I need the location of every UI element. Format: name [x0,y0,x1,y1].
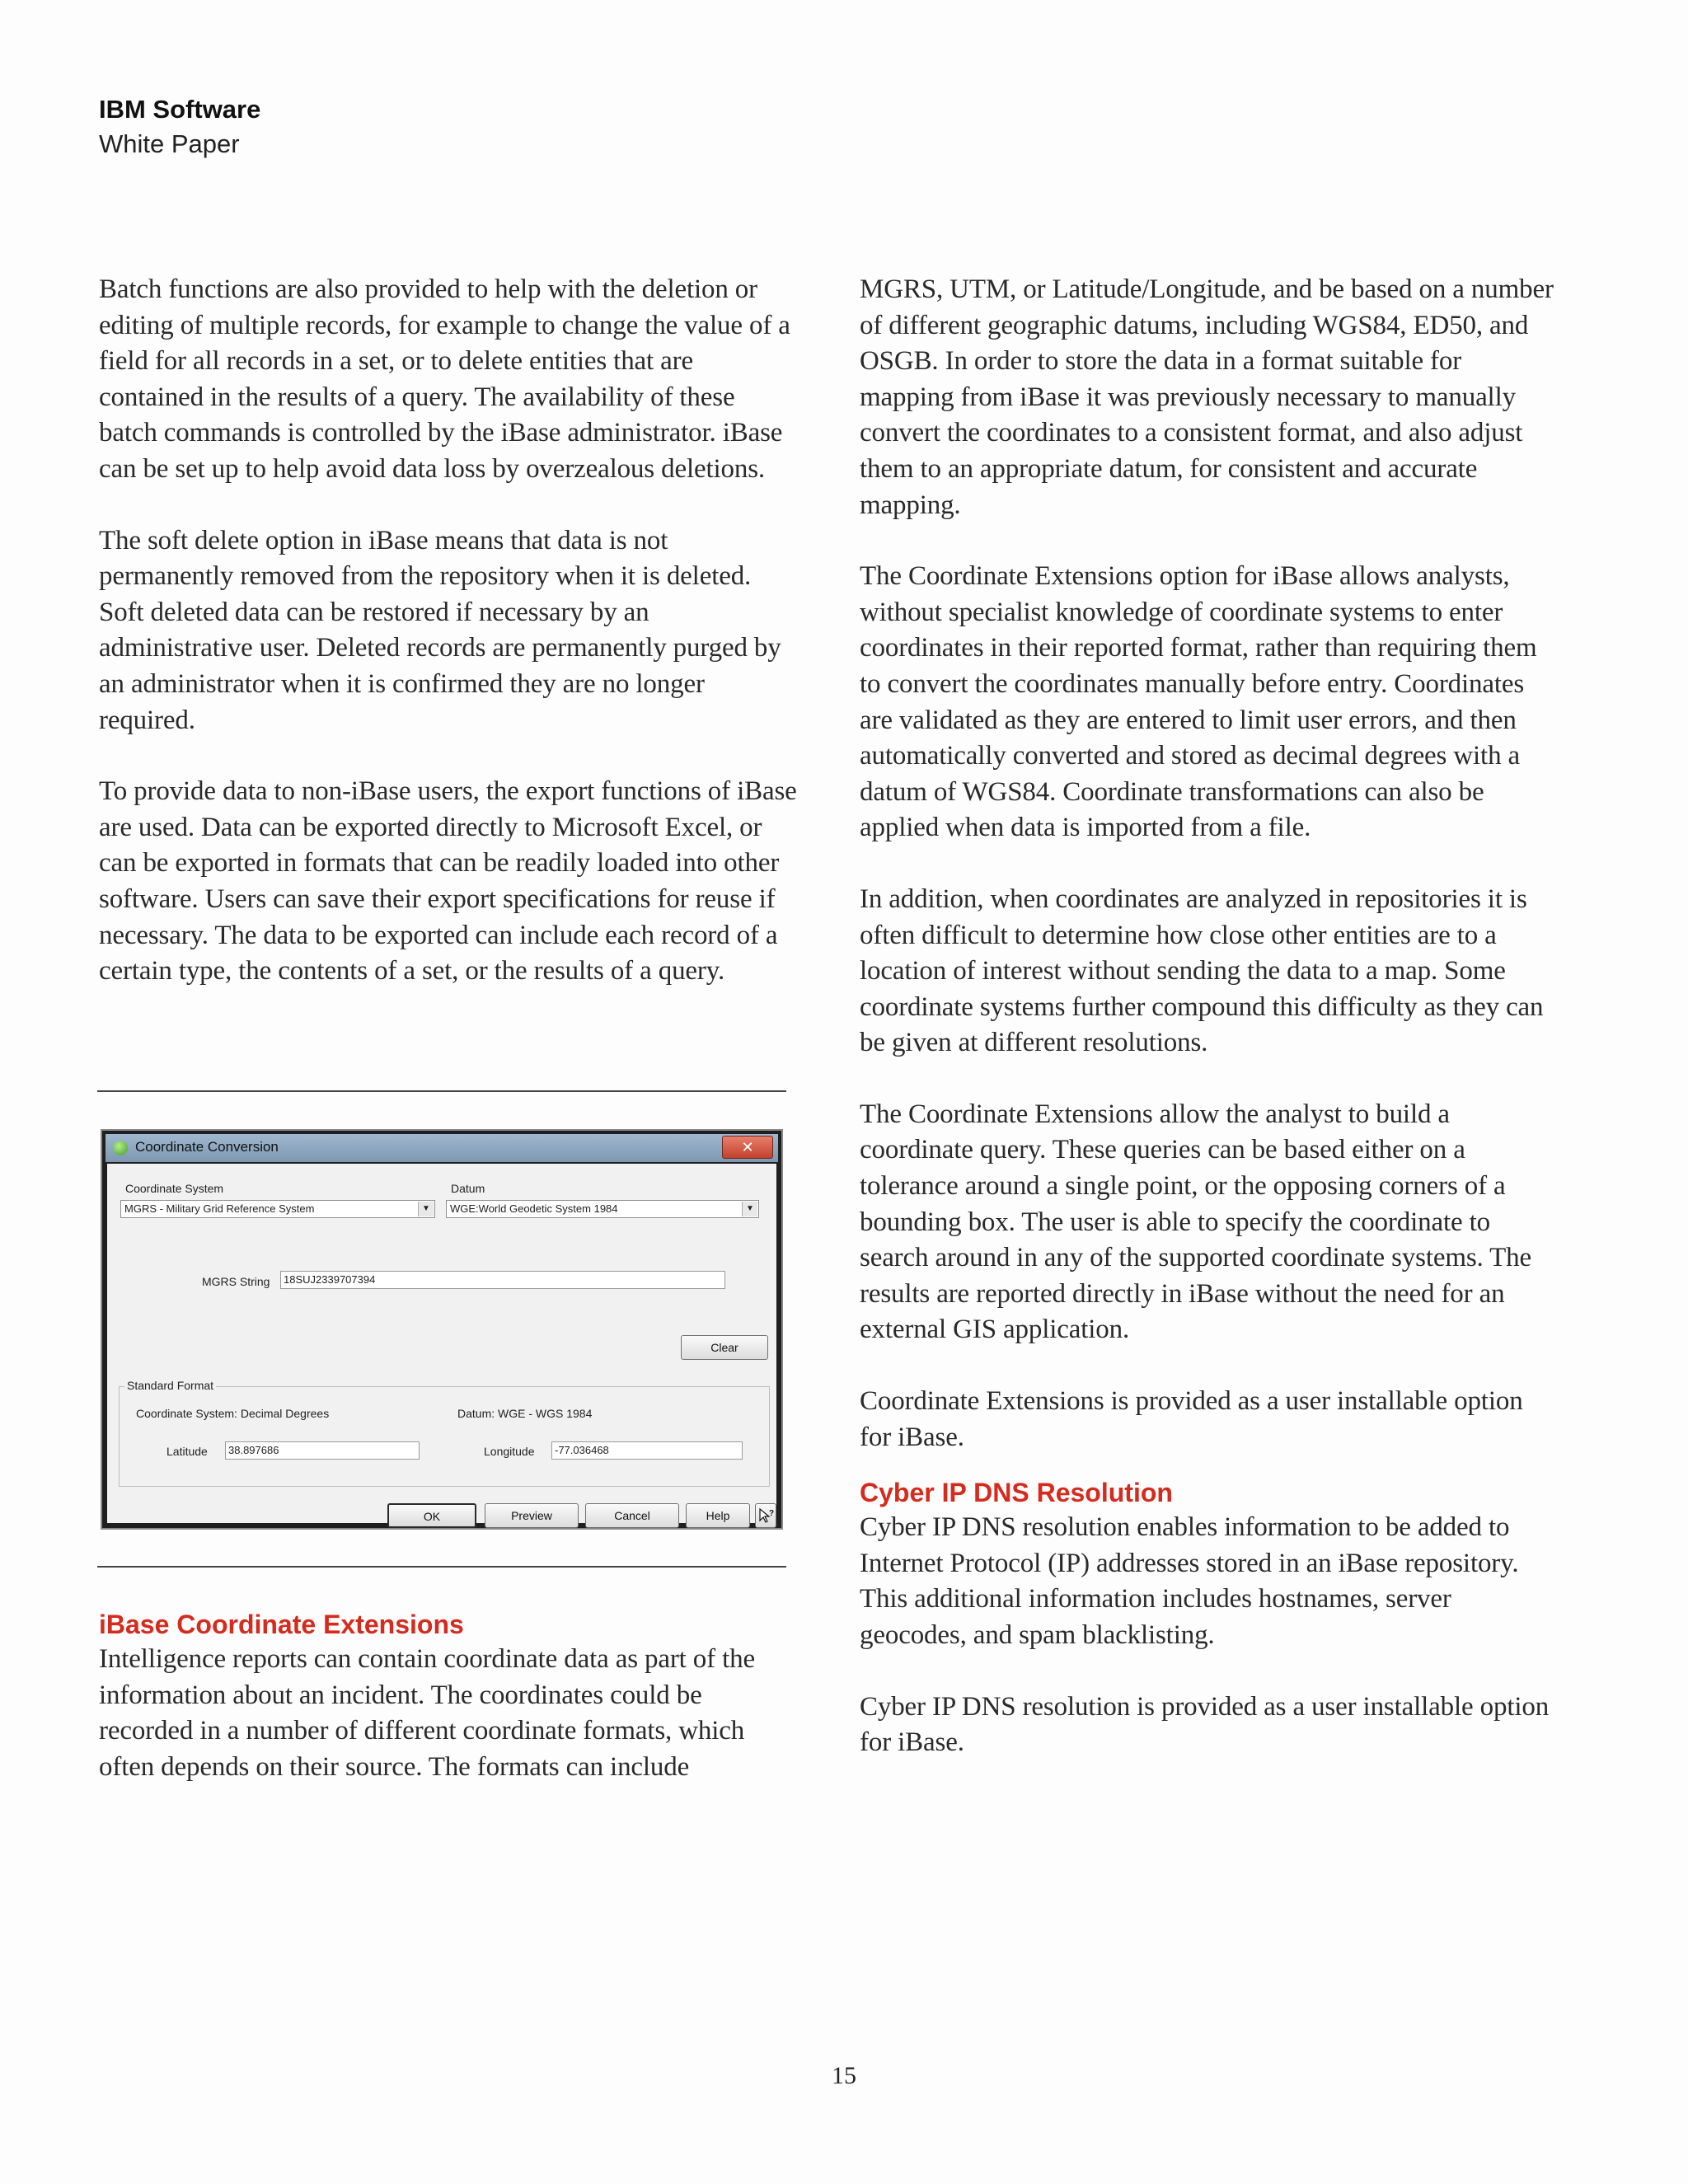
mgrs-string-label: MGRS String [202,1275,270,1288]
coordinate-system-value: MGRS - Military Grid Reference System [124,1202,315,1215]
paragraph-cyber-ip-2: Cyber IP DNS resolution is provided as a user installable option for iBase. [860,1691,1550,1758]
latitude-label: Latitude [166,1445,208,1458]
paragraph-cyber-ip-1: Cyber IP DNS resolution enables information to be added to Internet Protocol (IP) addresses stored in an iBase repository. This additional information includes hostnames, server geocodes, and spam blacklisting. [860,1512,1519,1650]
datum-label: Datum [451,1182,485,1195]
paragraph-coordinate-query: The Coordinate Extensions allow the analyst to build a coordinate query. These queries can be based either on a tolerance around a single point, or the opposing corners of a bounding box. The user is able to specify the coordinate to search around in any of the supported coordinate systems. The results are reported directly in iBase without the need for an external GIS application. [860,1099,1532,1345]
help-button[interactable]: Help [686,1503,750,1528]
longitude-label: Longitude [484,1445,535,1458]
standard-format-label: Standard Format [124,1379,216,1392]
paragraph-soft-delete: The soft delete option in iBase means that data is not permanently removed from the repository when it is deleted. Soft deleted data can be restored if necessary by an administrative user. Deleted records are permanently purged by an administrator when it is confirmed they are no longer required. [99,525,781,735]
left-column [99,272,799,1025]
paragraph-coordinate-intro: Intelligence reports can contain coordinate data as part of the information about an incident. The coordinates could be recorded in a number of different coordinate formats, which often depends on their source. The formats can include [99,1644,755,1782]
section-heading-cyber-ip: Cyber IP DNS Resolution [860,1478,1173,1508]
std-datum: Datum: WGE - WGS 1984 [457,1407,593,1420]
longitude-input[interactable]: -77.036468 [551,1441,743,1460]
svg-text:?: ? [769,1509,775,1518]
cancel-button[interactable]: Cancel [585,1503,679,1528]
close-button[interactable]: ✕ [722,1136,773,1159]
ok-button[interactable]: OK [387,1503,476,1528]
paragraph-coordinate-formats: MGRS, UTM, or Latitude/Longitude, and be based on a number of different geographic datums, including WGS84, ED50, and OSGB. In order to store the data in a format suitable for mapping from iBase it was previously necessary to manually convert the coordinates to a consistent format, and also adjust them to an appropriate datum, for consistent and accurate mapping. [860,274,1554,520]
dialog-title: Coordinate Conversion [135,1139,279,1155]
coordinate-conversion-dialog [101,1129,783,1530]
mgrs-string-input[interactable]: 18SUJ2339707394 [280,1271,725,1289]
context-help-icon[interactable] [755,1503,776,1528]
right-column [860,272,1560,1797]
page-header [99,92,260,162]
paragraph-repositories: In addition, when coordinates are analyzed in repositories it is often difficult to determine how close other entities are to a location of interest without sending the data to a map. Some coordinate systems further compound this difficulty as they can be given at different resolutions. [860,883,1544,1058]
document-type: White Paper [99,129,240,158]
brand-name: IBM Software [99,95,261,124]
divider-bottom [97,1566,786,1568]
paragraph-batch-functions: Batch functions are also provided to help with the deletion or editing of multiple records, for example to change the value of a field for all records in a set, or to delete entities that are contained in the results of a query. The availability of these batch commands is controlled by the iBase administrator. iBase can be set up to help avoid data loss by overzealous deletions. [99,274,790,484]
preview-button[interactable]: Preview [485,1503,579,1528]
chevron-down-icon[interactable]: ▼ [418,1202,434,1216]
paragraph-installable-option: Coordinate Extensions is provided as a user installable option for iBase. [860,1386,1523,1452]
paragraph-coordinate-extensions-option: The Coordinate Extensions option for iBase allows analysts, without specialist knowledge of coordinate systems to enter coordinates in their reported format, rather than requiring them to convert the coordinates manually before entry. Coordinates are validated as they are entered to limit user errors, and then automatically converted and stored as decimal degrees with a datum of WGS84. Coordinate transformations can also be applied when data is imported from a file. [860,561,1537,843]
page-number: 15 [832,2062,856,2089]
std-coordinate-system: Coordinate System: Decimal Degrees [136,1407,330,1420]
chevron-down-icon[interactable]: ▼ [742,1202,757,1216]
divider-top [97,1090,786,1092]
datum-value: WGE:World Geodetic System 1984 [450,1202,618,1215]
dialog-titlebar [106,1134,778,1162]
datum-select[interactable] [446,1200,759,1218]
coordinate-system-label: Coordinate System [125,1182,224,1195]
paragraph-export: To provide data to non-iBase users, the export functions of iBase are used. Data can be exported directly to Microsoft Excel, or can be exported in formats that can be readily loaded into other software. Users can save their export specifications for reuse if necessary. The data to be exported can include each record of a certain type, the contents of a set, or the results of a query. [99,776,797,987]
latitude-input[interactable]: 38.897686 [225,1441,420,1460]
section-heading-coordinate-extensions: iBase Coordinate Extensions [99,1610,464,1639]
dialog-body [107,1164,776,1523]
clear-button[interactable]: Clear [681,1335,768,1360]
app-icon [113,1141,128,1155]
coordinate-system-select[interactable] [120,1200,435,1218]
left-section [99,1607,799,1821]
standard-format-group [119,1379,770,1487]
